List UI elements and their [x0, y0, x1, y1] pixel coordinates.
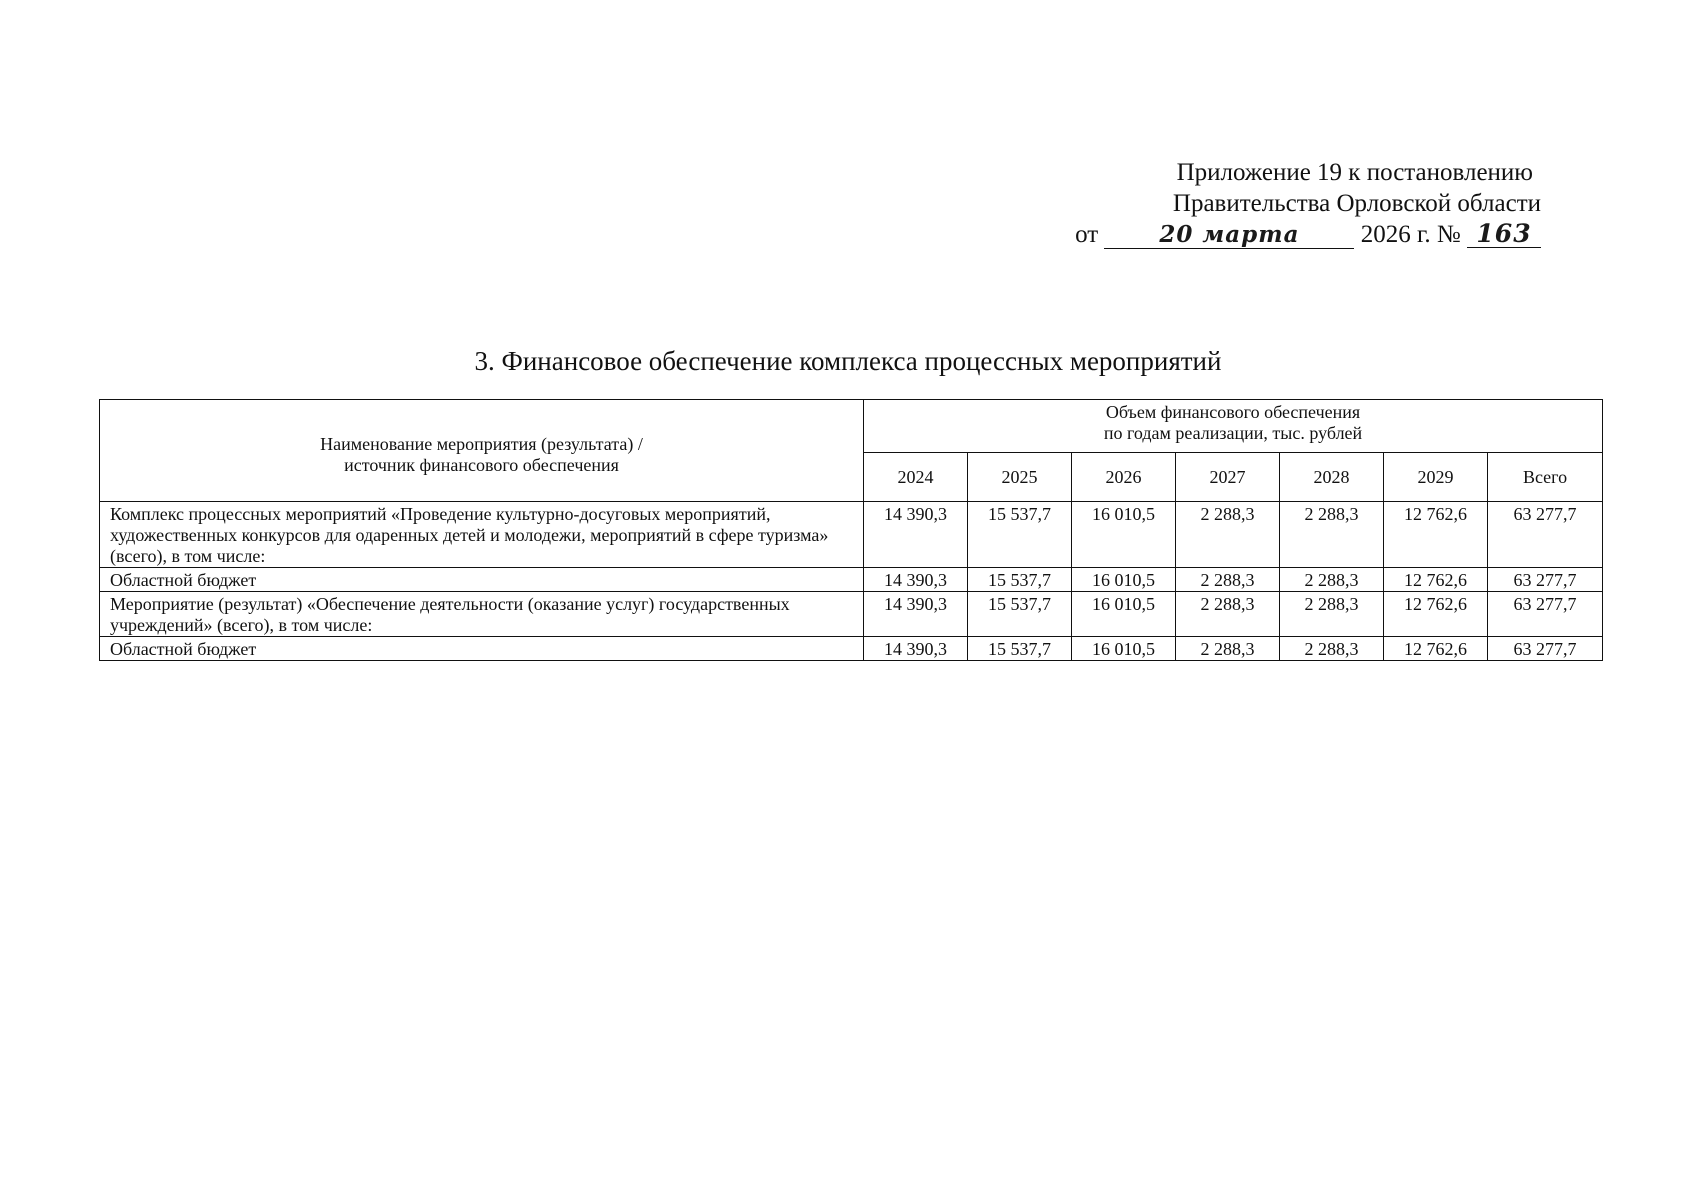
value-cell: 2 288,3: [1176, 592, 1280, 637]
value-cell: 16 010,5: [1072, 502, 1176, 568]
header-row-1: [100, 400, 1603, 453]
table-row: [100, 568, 1603, 592]
financing-table: [99, 399, 1603, 661]
total-cell: 63 277,7: [1488, 502, 1603, 568]
value-cell: 2 288,3: [1176, 568, 1280, 592]
value-cell: 14 390,3: [864, 637, 968, 661]
handwritten-number: 163: [1467, 221, 1541, 248]
total-cell: 63 277,7: [1488, 637, 1603, 661]
value-cell: 2 288,3: [1176, 637, 1280, 661]
appendix-date-line: [1021, 219, 1541, 250]
table-row: [100, 502, 1603, 568]
value-cell: 2 288,3: [1280, 568, 1384, 592]
total-header: Всего: [1488, 453, 1603, 502]
value-cell: 12 762,6: [1384, 568, 1488, 592]
value-cell: 2 288,3: [1280, 592, 1384, 637]
row-name: Комплекс процессных мероприятий «Проведение культурно-досуговых мероприятий, художественных конкурсов для одаренных детей и молодежи, мероприятий в сфере туризма» (всего), в том числе:: [100, 502, 864, 568]
row-name: Областной бюджет: [100, 568, 864, 592]
value-cell: 2 288,3: [1176, 502, 1280, 568]
value-cell: 15 537,7: [968, 568, 1072, 592]
value-cell: 14 390,3: [864, 592, 968, 637]
value-cell: 15 537,7: [968, 502, 1072, 568]
value-cell: 15 537,7: [968, 592, 1072, 637]
year-header-2027: 2027: [1176, 453, 1280, 502]
year-header-2024: 2024: [864, 453, 968, 502]
year-header-2026: 2026: [1072, 453, 1176, 502]
table-row: [100, 637, 1603, 661]
total-cell: 63 277,7: [1488, 568, 1603, 592]
row-name: Областной бюджет: [100, 637, 864, 661]
name-column-header: [100, 400, 864, 502]
value-cell: 12 762,6: [1384, 637, 1488, 661]
from-label: от: [1075, 221, 1099, 248]
volume-header-line-2: по годам реализации, тыс. рублей: [1103, 423, 1363, 443]
handwritten-date: 20 марта: [1104, 222, 1354, 249]
name-header-line-1: Наименование мероприятия (результата) /: [320, 434, 643, 454]
section-title: 3. Финансовое обеспечение комплекса процессных мероприятий: [474, 346, 1222, 376]
year-label: 2026 г. №: [1360, 221, 1461, 248]
value-cell: 2 288,3: [1280, 502, 1384, 568]
value-cell: 16 010,5: [1072, 637, 1176, 661]
appendix-line-1: Приложение 19 к постановлению: [1176, 159, 1533, 186]
table-row: [100, 592, 1603, 637]
value-cell: 15 537,7: [968, 637, 1072, 661]
value-cell: 16 010,5: [1072, 592, 1176, 637]
total-cell: 63 277,7: [1488, 592, 1603, 637]
value-cell: 14 390,3: [864, 502, 968, 568]
value-cell: 16 010,5: [1072, 568, 1176, 592]
value-cell: 14 390,3: [864, 568, 968, 592]
year-header-2029: 2029: [1384, 453, 1488, 502]
value-cell: 12 762,6: [1384, 592, 1488, 637]
appendix-line-2: Правительства Орловской области: [1172, 190, 1541, 217]
year-header-2025: 2025: [968, 453, 1072, 502]
value-cell: 2 288,3: [1280, 637, 1384, 661]
year-header-2028: 2028: [1280, 453, 1384, 502]
name-header-line-2: источник финансового обеспечения: [344, 455, 619, 475]
row-name: Мероприятие (результат) «Обеспечение деятельности (оказание услуг) государственных учреждений» (всего), в том числе:: [100, 592, 864, 637]
appendix-header: [1021, 157, 1541, 250]
volume-header: [864, 400, 1603, 453]
value-cell: 12 762,6: [1384, 502, 1488, 568]
volume-header-line-1: Объем финансового обеспечения: [1105, 402, 1361, 422]
